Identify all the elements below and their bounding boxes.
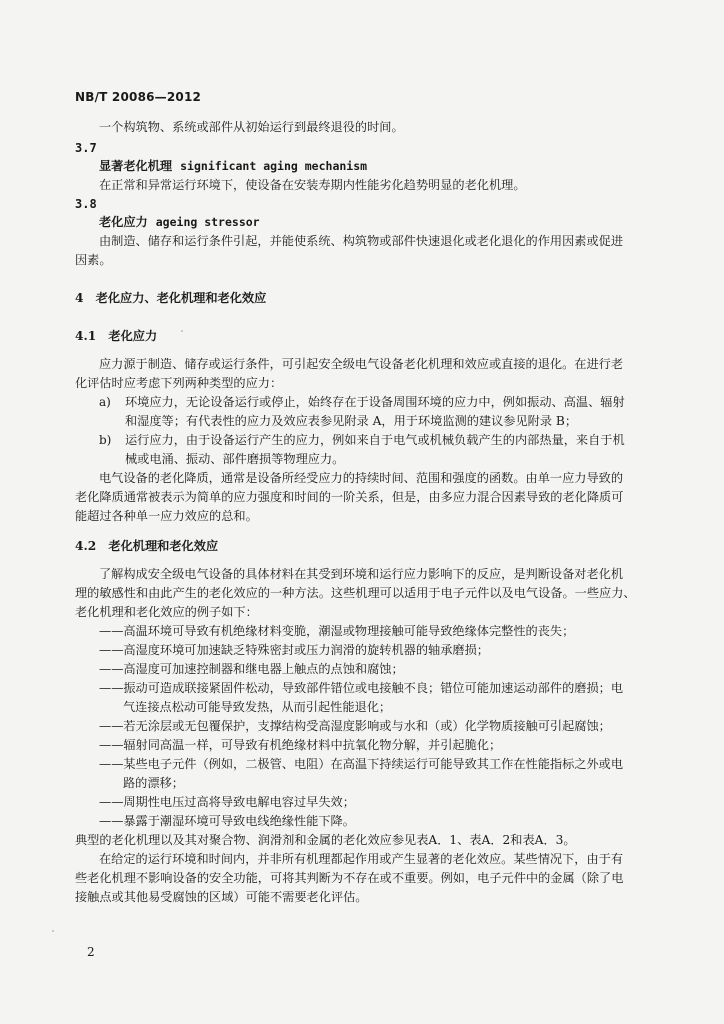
term-english: significant aging mechanism: [180, 159, 368, 173]
page-number: 2: [87, 945, 95, 959]
standard-code-header: NB/T 20086—2012: [75, 90, 202, 104]
dash-item-1: ——高温环境可导致有机绝缘材料变脆，潮湿或物理接触可能导致绝缘体完整性的丧失；: [99, 624, 575, 638]
term-chinese: 显著老化机理: [99, 159, 173, 173]
s41-para1-line2: 化评估时应考虑下列两种类型的应力：: [75, 376, 283, 390]
clause-3-7-number: 3.7: [75, 141, 97, 155]
list-item-b-line2: 械或电涌、振动、部件磨损等物理应力。: [125, 452, 345, 466]
list-item-a-label: a): [99, 395, 111, 409]
dash-item-7-line1: ——某些电子元件（例如，二极管、电阻）在高温下持续运行可能导致其工作在性能指标之外或电: [99, 757, 624, 771]
s42-para3-line2: 些老化机理不影响设备的安全功能，可将其判断为不存在或不重要。例如，电子元件中的金属（除了电: [75, 871, 624, 885]
clause-3-7-definition: 在正常和异常运行环境下，使设备在安装寿期内性能劣化趋势明显的老化机理。: [99, 178, 526, 192]
dash-item-4-line2: 气连接点松动可能导致发热，从而引起性能退化；: [123, 700, 392, 714]
clause-3-8-definition-line1: 由制造、储存和运行条件引起，并能使系统、构筑物或部件快速退化或老化退化的作用因素或促进: [99, 234, 624, 248]
list-item-a-line1: 环境应力，无论设备运行或停止，始终存在于设备周围环境的应力中，例如振动、高温、辐射: [125, 395, 625, 409]
dash-item-2: ——高湿度环境可加速缺乏特殊密封或压力润滑的旋转机器的轴承磨损；: [99, 643, 489, 657]
s42-para3-line1: 在给定的运行环境和时间内，并非所有机理都起作用或产生显著的老化效应。某些情况下，由于有: [99, 852, 624, 866]
s41-para2-line1: 电气设备的老化降质，通常是设备所经受应力的持续时间、范围和强度的函数。由单一应力导致的: [99, 471, 624, 485]
definition-3-6-continuation: 一个构筑物、系统或部件从初始运行到最终退役的时间。: [99, 120, 404, 134]
dash-item-3: ——高湿度可加速控制器和继电器上触点的点蚀和腐蚀；: [99, 662, 404, 676]
dash-item-5: ——若无涂层或无包覆保护，支撑结构受高湿度影响或与水和（或）化学物质接触可引起腐蚀；: [99, 719, 611, 733]
s42-para1-line1: 了解构成安全级电气设备的具体材料在其受到环境和运行应力影响下的反应，是判断设备对老化机: [99, 567, 624, 581]
list-item-b-label: b): [99, 433, 112, 447]
list-item-a-line2: 和湿度等；有代表性的应力及效应表参见附录 A，用于环境监测的建议参见附录 B；: [125, 414, 578, 428]
dash-item-7-line2: 路的漂移；: [123, 776, 184, 790]
clause-3-7-term: [99, 157, 367, 174]
section-4-2-heading: 4.2 老化机理和老化效应: [75, 539, 219, 553]
section-4-1-heading: 4.1 老化应力: [75, 329, 158, 343]
clause-3-8-term: [99, 213, 260, 230]
dash-item-9: ——暴露于潮湿环境可导致电线绝缘性能下降。: [99, 814, 355, 828]
dash-item-4-line1: ——振动可造成联接紧固件松动，导致部件错位或电接触不良；错位可能加速运动部件的磨损；电: [99, 681, 624, 695]
s41-para2-line2: 老化降质通常被表示为简单的应力强度和时间的一阶关系，但是，由多应力混合因素导致的老化降质可: [75, 490, 624, 504]
clause-3-8-number: 3.8: [75, 197, 97, 211]
scan-speck: [52, 930, 54, 932]
dash-item-8: ——周期性电压过高将导致电解电容过早失效；: [99, 795, 355, 809]
s42-para1-line3: 老化机理和老化效应的例子如下：: [75, 605, 258, 619]
term-english: ageing stressor: [155, 215, 260, 229]
s42-para2: 典型的老化机理以及其对聚合物、润滑剂和金属的老化效应参见表A．1、表A．2和表A．3。: [75, 833, 576, 847]
s41-para1-line1: 应力源于制造、储存或运行条件，可引起安全级电气设备老化机理和效应或直接的退化。在进行老: [99, 357, 624, 371]
dash-item-6: ——辐射同高温一样，可导致有机绝缘材料中抗氧化物分解，并引起脆化；: [99, 738, 502, 752]
section-4-heading: 4 老化应力、老化机理和老化效应: [75, 291, 267, 305]
s41-para2-line3: 能超过各种单一应力效应的总和。: [75, 509, 258, 523]
term-chinese: 老化应力: [99, 215, 148, 229]
s42-para3-line3: 接触点或其他易受腐蚀的区域）可能不需要老化评估。: [75, 890, 368, 904]
clause-3-8-definition-line2: 因素。: [75, 253, 112, 267]
scan-speck: [181, 330, 183, 332]
list-item-b-line1: 运行应力，由于设备运行产生的应力，例如来自于电气或机械负载产生的内部热量，来自于机: [125, 433, 625, 447]
s42-para1-line2: 理的敏感性和由此产生的老化效应的一种方法。这些机理可以适用于电子元件以及电气设备。一些应力、: [75, 586, 636, 600]
